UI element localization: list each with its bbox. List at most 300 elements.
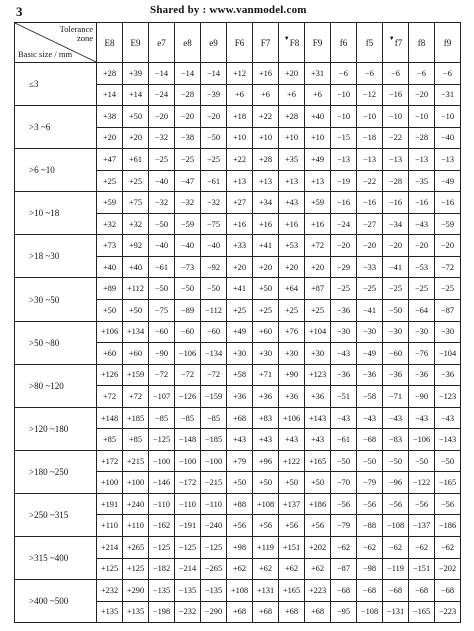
basic-size-cell: >180 ~250 <box>15 450 97 493</box>
upper-deviation-cell: −125 <box>201 537 227 559</box>
upper-deviation-cell: −14 <box>201 63 227 85</box>
tolerance-table <box>14 22 461 623</box>
upper-deviation-cell: −50 <box>409 450 435 472</box>
column-label: F6 <box>234 37 245 48</box>
upper-deviation-cell: −10 <box>409 106 435 128</box>
upper-deviation-cell: −110 <box>175 493 201 515</box>
lower-deviation-cell: −83 <box>383 429 409 451</box>
lower-deviation-cell: +125 <box>123 558 149 580</box>
basic-size-cell: >3 ~6 <box>15 106 97 149</box>
table-row-upper <box>15 407 461 429</box>
tolerance-zone-label <box>60 25 93 43</box>
lower-deviation-cell: +50 <box>279 472 305 494</box>
upper-deviation-cell: +53 <box>279 235 305 257</box>
column-label: e7 <box>157 37 166 48</box>
column-header <box>383 23 409 63</box>
upper-deviation-cell: −30 <box>435 321 461 343</box>
lower-deviation-cell: −22 <box>383 127 409 149</box>
column-label: E9 <box>130 37 141 48</box>
lower-deviation-cell: +10 <box>253 127 279 149</box>
lower-deviation-cell: −68 <box>357 429 383 451</box>
lower-deviation-cell: −28 <box>383 170 409 192</box>
lower-deviation-cell: −106 <box>409 429 435 451</box>
lower-deviation-cell: −214 <box>175 558 201 580</box>
lower-deviation-cell: −35 <box>409 170 435 192</box>
lower-deviation-cell: +56 <box>279 515 305 537</box>
lower-deviation-cell: +43 <box>253 429 279 451</box>
lower-deviation-cell: −50 <box>201 127 227 149</box>
upper-deviation-cell: −13 <box>409 149 435 171</box>
lower-deviation-cell: +50 <box>123 300 149 322</box>
upper-deviation-cell: +33 <box>227 235 253 257</box>
upper-deviation-cell: −68 <box>331 580 357 602</box>
lower-deviation-cell: +60 <box>97 343 123 365</box>
lower-deviation-cell: +20 <box>253 256 279 278</box>
tolerance-label: Tolerance <box>59 24 93 34</box>
upper-deviation-cell: −32 <box>175 192 201 214</box>
column-label: f5 <box>365 37 374 48</box>
upper-deviation-cell: +61 <box>123 149 149 171</box>
upper-deviation-cell: −62 <box>383 537 409 559</box>
upper-deviation-cell: −30 <box>383 321 409 343</box>
lower-deviation-cell: −43 <box>409 213 435 235</box>
lower-deviation-cell: +25 <box>227 300 253 322</box>
lower-deviation-cell: −96 <box>383 472 409 494</box>
upper-deviation-cell: −62 <box>435 537 461 559</box>
lower-deviation-cell: −24 <box>331 213 357 235</box>
upper-deviation-cell: +104 <box>305 321 331 343</box>
upper-deviation-cell: +98 <box>227 537 253 559</box>
upper-deviation-cell: +12 <box>227 63 253 85</box>
lower-deviation-cell: −70 <box>331 472 357 494</box>
upper-deviation-cell: +265 <box>123 537 149 559</box>
upper-deviation-cell: −13 <box>435 149 461 171</box>
table-row-upper <box>15 321 461 343</box>
upper-deviation-cell: +49 <box>305 149 331 171</box>
lower-deviation-cell: −75 <box>149 300 175 322</box>
lower-deviation-cell: −22 <box>357 170 383 192</box>
lower-deviation-cell: +10 <box>227 127 253 149</box>
lower-deviation-cell: −106 <box>175 343 201 365</box>
upper-deviation-cell: −110 <box>149 493 175 515</box>
table-corner-cell <box>15 23 97 63</box>
lower-deviation-cell: +60 <box>123 343 149 365</box>
lower-deviation-cell: −131 <box>383 601 409 623</box>
lower-deviation-cell: −33 <box>357 256 383 278</box>
upper-deviation-cell: +131 <box>253 580 279 602</box>
upper-deviation-cell: −20 <box>435 235 461 257</box>
lower-deviation-cell: +10 <box>305 127 331 149</box>
lower-deviation-cell: −108 <box>383 515 409 537</box>
lower-deviation-cell: −123 <box>435 386 461 408</box>
lower-deviation-cell: +6 <box>279 84 305 106</box>
upper-deviation-cell: +68 <box>227 407 253 429</box>
upper-deviation-cell: −72 <box>149 364 175 386</box>
lower-deviation-cell: −36 <box>331 300 357 322</box>
lower-deviation-cell: +100 <box>123 472 149 494</box>
upper-deviation-cell: +28 <box>253 149 279 171</box>
lower-deviation-cell: −162 <box>149 515 175 537</box>
upper-deviation-cell: −125 <box>149 537 175 559</box>
lower-deviation-cell: −88 <box>357 515 383 537</box>
lower-deviation-cell: −40 <box>435 127 461 149</box>
upper-deviation-cell: +112 <box>123 278 149 300</box>
upper-deviation-cell: −30 <box>331 321 357 343</box>
lower-deviation-cell: +13 <box>305 170 331 192</box>
lower-deviation-cell: −182 <box>149 558 175 580</box>
table-row-upper <box>15 149 461 171</box>
lower-deviation-cell: −19 <box>331 170 357 192</box>
lower-deviation-cell: −10 <box>331 84 357 106</box>
lower-deviation-cell: −122 <box>409 472 435 494</box>
lower-deviation-cell: −107 <box>149 386 175 408</box>
upper-deviation-cell: +89 <box>97 278 123 300</box>
lower-deviation-cell: +13 <box>227 170 253 192</box>
lower-deviation-cell: −185 <box>201 429 227 451</box>
lower-deviation-cell: +50 <box>227 472 253 494</box>
column-label: F7 <box>260 37 271 48</box>
column-header <box>227 23 253 63</box>
upper-deviation-cell: −50 <box>435 450 461 472</box>
upper-deviation-cell: −100 <box>175 450 201 472</box>
lower-deviation-cell: −79 <box>357 472 383 494</box>
lower-deviation-cell: +125 <box>97 558 123 580</box>
lower-deviation-cell: −79 <box>331 515 357 537</box>
lower-deviation-cell: −108 <box>357 601 383 623</box>
upper-deviation-cell: +59 <box>305 192 331 214</box>
upper-deviation-cell: +50 <box>123 106 149 128</box>
lower-deviation-cell: −172 <box>175 472 201 494</box>
table-row-upper <box>15 580 461 602</box>
lower-deviation-cell: −165 <box>435 472 461 494</box>
upper-deviation-cell: −62 <box>409 537 435 559</box>
column-header <box>331 23 357 63</box>
column-label: f7 <box>394 37 403 48</box>
upper-deviation-cell: −13 <box>357 149 383 171</box>
lower-deviation-cell: +30 <box>305 343 331 365</box>
lower-deviation-cell: +43 <box>279 429 305 451</box>
lower-deviation-cell: +20 <box>97 127 123 149</box>
upper-deviation-cell: −32 <box>149 192 175 214</box>
lower-deviation-cell: −215 <box>201 472 227 494</box>
column-header <box>279 23 305 63</box>
lower-deviation-cell: −59 <box>435 213 461 235</box>
basic-size-cell: >30 ~50 <box>15 278 97 321</box>
lower-deviation-cell: +32 <box>123 213 149 235</box>
lower-deviation-cell: +50 <box>97 300 123 322</box>
lower-deviation-cell: +62 <box>253 558 279 580</box>
lower-deviation-cell: −134 <box>201 343 227 365</box>
lower-deviation-cell: +68 <box>305 601 331 623</box>
upper-deviation-cell: −32 <box>201 192 227 214</box>
lower-deviation-cell: +40 <box>97 256 123 278</box>
upper-deviation-cell: −10 <box>331 106 357 128</box>
upper-deviation-cell: −40 <box>149 235 175 257</box>
upper-deviation-cell: −20 <box>357 235 383 257</box>
upper-deviation-cell: −60 <box>149 321 175 343</box>
lower-deviation-cell: +30 <box>227 343 253 365</box>
upper-deviation-cell: −68 <box>435 580 461 602</box>
lower-deviation-cell: +50 <box>305 472 331 494</box>
upper-deviation-cell: −125 <box>175 537 201 559</box>
lower-deviation-cell: −61 <box>331 429 357 451</box>
lower-deviation-cell: −43 <box>331 343 357 365</box>
upper-deviation-cell: −25 <box>201 149 227 171</box>
lower-deviation-cell: −112 <box>201 300 227 322</box>
lower-deviation-cell: −75 <box>201 213 227 235</box>
lower-deviation-cell: −60 <box>383 343 409 365</box>
upper-deviation-cell: −16 <box>409 192 435 214</box>
basic-size-cell: >6 ~10 <box>15 149 97 192</box>
lower-deviation-cell: −95 <box>331 601 357 623</box>
lower-deviation-cell: −76 <box>409 343 435 365</box>
upper-deviation-cell: −36 <box>357 364 383 386</box>
lower-deviation-cell: −143 <box>435 429 461 451</box>
upper-deviation-cell: −25 <box>149 149 175 171</box>
upper-deviation-cell: +119 <box>253 537 279 559</box>
lower-deviation-cell: +72 <box>97 386 123 408</box>
lower-deviation-cell: +110 <box>97 515 123 537</box>
column-header <box>201 23 227 63</box>
upper-deviation-cell: +151 <box>279 537 305 559</box>
table-row-upper <box>15 278 461 300</box>
upper-deviation-cell: −100 <box>149 450 175 472</box>
upper-deviation-cell: −6 <box>435 63 461 85</box>
lower-deviation-cell: +16 <box>253 213 279 235</box>
upper-deviation-cell: +215 <box>123 450 149 472</box>
preferred-marker-icon: ▼ <box>283 35 290 42</box>
upper-deviation-cell: −135 <box>201 580 227 602</box>
upper-deviation-cell: +88 <box>227 493 253 515</box>
upper-deviation-cell: −6 <box>357 63 383 85</box>
upper-deviation-cell: +223 <box>305 580 331 602</box>
lower-deviation-cell: −47 <box>175 170 201 192</box>
column-header <box>253 23 279 63</box>
lower-deviation-cell: −265 <box>201 558 227 580</box>
lower-deviation-cell: −16 <box>383 84 409 106</box>
lower-deviation-cell: −34 <box>383 213 409 235</box>
upper-deviation-cell: +50 <box>253 278 279 300</box>
lower-deviation-cell: −87 <box>331 558 357 580</box>
upper-deviation-cell: −50 <box>149 278 175 300</box>
lower-deviation-cell: −240 <box>201 515 227 537</box>
upper-deviation-cell: +240 <box>123 493 149 515</box>
lower-deviation-cell: −98 <box>357 558 383 580</box>
basic-size-cell: >18 ~30 <box>15 235 97 278</box>
lower-deviation-cell: −191 <box>175 515 201 537</box>
upper-deviation-cell: −25 <box>357 278 383 300</box>
upper-deviation-cell: −68 <box>409 580 435 602</box>
lower-deviation-cell: +13 <box>253 170 279 192</box>
lower-deviation-cell: +85 <box>97 429 123 451</box>
lower-deviation-cell: +100 <box>97 472 123 494</box>
lower-deviation-cell: +56 <box>253 515 279 537</box>
upper-deviation-cell: −30 <box>357 321 383 343</box>
upper-deviation-cell: +137 <box>279 493 305 515</box>
table-header-row <box>15 23 461 63</box>
lower-deviation-cell: +13 <box>279 170 305 192</box>
lower-deviation-cell: +14 <box>123 84 149 106</box>
lower-deviation-cell: −64 <box>409 300 435 322</box>
upper-deviation-cell: +191 <box>97 493 123 515</box>
lower-deviation-cell: −61 <box>149 256 175 278</box>
upper-deviation-cell: +27 <box>227 192 253 214</box>
lower-deviation-cell: −148 <box>175 429 201 451</box>
column-label: F9 <box>312 37 323 48</box>
upper-deviation-cell: −16 <box>357 192 383 214</box>
upper-deviation-cell: −25 <box>331 278 357 300</box>
lower-deviation-cell: +16 <box>305 213 331 235</box>
lower-deviation-cell: +30 <box>279 343 305 365</box>
upper-deviation-cell: −10 <box>383 106 409 128</box>
lower-deviation-cell: −126 <box>175 386 201 408</box>
lower-deviation-cell: −290 <box>201 601 227 623</box>
lower-deviation-cell: −18 <box>357 127 383 149</box>
lower-deviation-cell: −87 <box>435 300 461 322</box>
column-header <box>149 23 175 63</box>
upper-deviation-cell: +71 <box>253 364 279 386</box>
lower-deviation-cell: −27 <box>357 213 383 235</box>
lower-deviation-cell: +20 <box>305 256 331 278</box>
lower-deviation-cell: −41 <box>383 256 409 278</box>
basic-size-cell: >50 ~80 <box>15 321 97 364</box>
lower-deviation-cell: +14 <box>97 84 123 106</box>
upper-deviation-cell: −30 <box>409 321 435 343</box>
lower-deviation-cell: −72 <box>435 256 461 278</box>
lower-deviation-cell: −90 <box>409 386 435 408</box>
upper-deviation-cell: −10 <box>435 106 461 128</box>
lower-deviation-cell: +40 <box>123 256 149 278</box>
upper-deviation-cell: −56 <box>357 493 383 515</box>
upper-deviation-cell: +108 <box>227 580 253 602</box>
upper-deviation-cell: −16 <box>435 192 461 214</box>
upper-deviation-cell: −62 <box>331 537 357 559</box>
upper-deviation-cell: −20 <box>383 235 409 257</box>
lower-deviation-cell: −119 <box>383 558 409 580</box>
upper-deviation-cell: −56 <box>383 493 409 515</box>
upper-deviation-cell: −85 <box>149 407 175 429</box>
lower-deviation-cell: +36 <box>279 386 305 408</box>
upper-deviation-cell: +64 <box>279 278 305 300</box>
lower-deviation-cell: −24 <box>149 84 175 106</box>
preferred-marker-icon: ▼ <box>388 35 395 42</box>
upper-deviation-cell: −43 <box>383 407 409 429</box>
lower-deviation-cell: −137 <box>409 515 435 537</box>
upper-deviation-cell: −68 <box>383 580 409 602</box>
lower-deviation-cell: −31 <box>435 84 461 106</box>
lower-deviation-cell: +16 <box>279 213 305 235</box>
column-header <box>97 23 123 63</box>
lower-deviation-cell: +62 <box>279 558 305 580</box>
lower-deviation-cell: +25 <box>305 300 331 322</box>
upper-deviation-cell: −40 <box>201 235 227 257</box>
upper-deviation-cell: +134 <box>123 321 149 343</box>
lower-deviation-cell: −73 <box>175 256 201 278</box>
upper-deviation-cell: +165 <box>305 450 331 472</box>
upper-deviation-cell: −20 <box>175 106 201 128</box>
lower-deviation-cell: +110 <box>123 515 149 537</box>
lower-deviation-cell: −32 <box>149 127 175 149</box>
lower-deviation-cell: +36 <box>227 386 253 408</box>
upper-deviation-cell: −20 <box>409 235 435 257</box>
lower-deviation-cell: −202 <box>435 558 461 580</box>
upper-deviation-cell: −6 <box>331 63 357 85</box>
upper-deviation-cell: −135 <box>149 580 175 602</box>
upper-deviation-cell: +47 <box>97 149 123 171</box>
table-row-upper <box>15 192 461 214</box>
lower-deviation-cell: −92 <box>201 256 227 278</box>
lower-deviation-cell: −50 <box>383 300 409 322</box>
upper-deviation-cell: −50 <box>331 450 357 472</box>
lower-deviation-cell: −146 <box>149 472 175 494</box>
lower-deviation-cell: −29 <box>331 256 357 278</box>
lower-deviation-cell: +36 <box>253 386 279 408</box>
upper-deviation-cell: −60 <box>201 321 227 343</box>
lower-deviation-cell: −15 <box>331 127 357 149</box>
lower-deviation-cell: +20 <box>123 127 149 149</box>
upper-deviation-cell: +290 <box>123 580 149 602</box>
upper-deviation-cell: −6 <box>383 63 409 85</box>
lower-deviation-cell: +25 <box>123 170 149 192</box>
upper-deviation-cell: −36 <box>409 364 435 386</box>
upper-deviation-cell: −72 <box>175 364 201 386</box>
upper-deviation-cell: −14 <box>149 63 175 85</box>
upper-deviation-cell: −60 <box>175 321 201 343</box>
lower-deviation-cell: +135 <box>123 601 149 623</box>
lower-deviation-cell: +135 <box>97 601 123 623</box>
upper-deviation-cell: +106 <box>97 321 123 343</box>
upper-deviation-cell: +41 <box>253 235 279 257</box>
upper-deviation-cell: +39 <box>123 63 149 85</box>
lower-deviation-cell: +25 <box>253 300 279 322</box>
lower-deviation-cell: −41 <box>357 300 383 322</box>
table-row-upper <box>15 450 461 472</box>
lower-deviation-cell: +20 <box>227 256 253 278</box>
upper-deviation-cell: +172 <box>97 450 123 472</box>
upper-deviation-cell: −68 <box>357 580 383 602</box>
upper-deviation-cell: +58 <box>227 364 253 386</box>
lower-deviation-cell: −51 <box>331 386 357 408</box>
lower-deviation-cell: −159 <box>201 386 227 408</box>
upper-deviation-cell: −6 <box>409 63 435 85</box>
lower-deviation-cell: +56 <box>227 515 253 537</box>
upper-deviation-cell: −40 <box>175 235 201 257</box>
basic-size-cell: >315 ~400 <box>15 537 97 580</box>
lower-deviation-cell: +68 <box>253 601 279 623</box>
upper-deviation-cell: −85 <box>175 407 201 429</box>
lower-deviation-cell: −53 <box>409 256 435 278</box>
lower-deviation-cell: +50 <box>253 472 279 494</box>
upper-deviation-cell: +83 <box>253 407 279 429</box>
basic-size-cell: >80 ~120 <box>15 364 97 407</box>
upper-deviation-cell: +60 <box>253 321 279 343</box>
lower-deviation-cell: −49 <box>435 170 461 192</box>
table-row-upper <box>15 63 461 85</box>
column-header <box>123 23 149 63</box>
upper-deviation-cell: −43 <box>331 407 357 429</box>
upper-deviation-cell: −72 <box>201 364 227 386</box>
upper-deviation-cell: +123 <box>305 364 331 386</box>
upper-deviation-cell: +22 <box>227 149 253 171</box>
lower-deviation-cell: −59 <box>175 213 201 235</box>
lower-deviation-cell: +43 <box>305 429 331 451</box>
basic-size-label: Basic size / mm <box>18 49 73 59</box>
upper-deviation-cell: +40 <box>305 106 331 128</box>
lower-deviation-cell: −125 <box>149 429 175 451</box>
upper-deviation-cell: +165 <box>279 580 305 602</box>
upper-deviation-cell: +96 <box>253 450 279 472</box>
column-label: e9 <box>209 37 218 48</box>
